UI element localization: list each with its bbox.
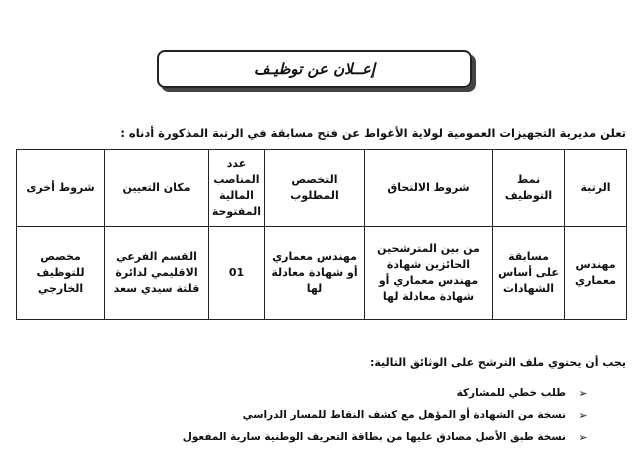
- header-admission-conditions: شروط الالتحاق: [365, 150, 493, 227]
- announcement-title-text: إعــلان عن توظيـف: [254, 60, 375, 78]
- cell-assignment-place: القسم الفرعي الاقليمي لدائرة قلتة سيدي سعد: [105, 227, 209, 320]
- cell-other-conditions: مخصص للتوظيف الخارجي: [17, 227, 105, 320]
- arrow-bullet-icon: ➢: [578, 408, 588, 422]
- announcement-title: [157, 50, 472, 88]
- header-assignment-place: مكان التعيين: [105, 150, 209, 227]
- arrow-bullet-icon: ➢: [578, 430, 588, 444]
- cell-required-specialty: مهندس معماري أو شهادة معادلة لها: [265, 227, 365, 320]
- list-item: [130, 382, 590, 404]
- list-item: [130, 426, 590, 448]
- cell-recruitment-mode: مسابقة على أساس الشهادات: [493, 227, 565, 320]
- document-item-text: نسخة من الشهادة أو المؤهل مع كشف النقاط للمسار الدراسي: [242, 409, 566, 421]
- documents-list: [130, 382, 590, 448]
- cell-open-positions: 01: [209, 227, 265, 320]
- table-header-row: [17, 150, 627, 227]
- header-grade: الرتبة: [565, 150, 627, 227]
- documents-heading: يجب أن يحتوي ملف الترشح على الوثائق التالية:: [369, 356, 626, 369]
- cell-admission-conditions: من بين المترشحين الحائزين شهادة مهندس معماري أو شهادة معادلة لها: [365, 227, 493, 320]
- recruitment-table: [16, 149, 627, 320]
- document-item-text: طلب خطي للمشاركة: [456, 387, 566, 399]
- header-other-conditions: شروط أخرى: [17, 150, 105, 227]
- header-open-positions: عدد المناصب المالية المفتوحة: [209, 150, 265, 227]
- header-required-specialty: التخصص المطلوب: [265, 150, 365, 227]
- document-item-text: نسخة طبق الأصل مصادق عليها من بطاقة التعريف الوطنية سارية المفعول: [182, 431, 566, 443]
- intro-text: تعلن مديرية التجهيزات العمومية لولاية الأغواط عن فتح مسابقة في الرتبة المذكورة أدناه :: [120, 126, 626, 140]
- arrow-bullet-icon: ➢: [578, 386, 588, 400]
- list-item: [130, 404, 590, 426]
- header-recruitment-mode: نمط التوظيف: [493, 150, 565, 227]
- cell-grade: مهندس معماري: [565, 227, 627, 320]
- table-row: [17, 227, 627, 320]
